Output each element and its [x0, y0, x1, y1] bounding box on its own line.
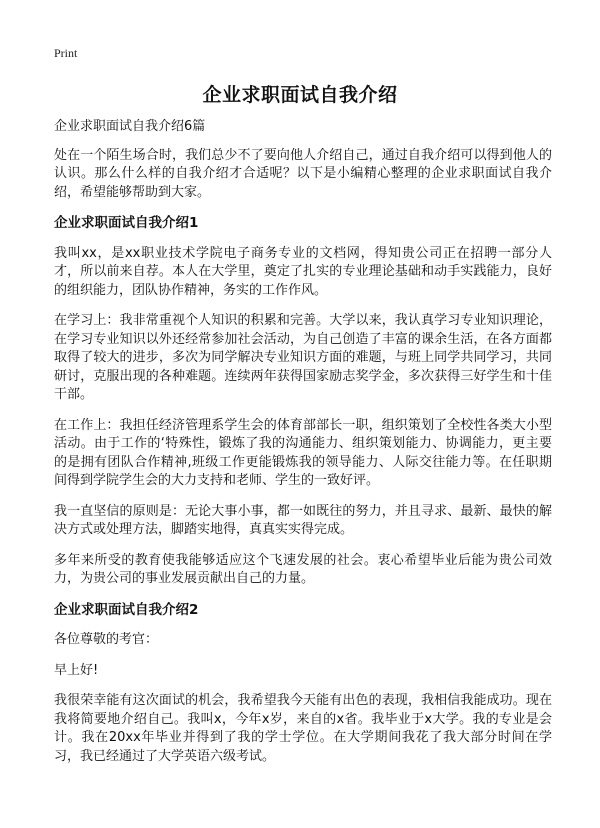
section-heading-2: 企业求职面试自我介绍2 — [54, 601, 199, 618]
document-title: 企业求职面试自我介绍 — [202, 84, 398, 106]
section-1-paragraph: 我叫xx，是xx职业技术学院电子商务专业的文档网，得知贵公司正在招聘一部分人才，所以前来自荐。本人在大学里，奠定了扎实的专业理论基础和动手实践能力，良好的组织能力，团队协作精神，务实的工作作风。 — [54, 245, 552, 298]
section-2-paragraph: 各位尊敬的考官： — [54, 632, 159, 647]
section-1-paragraph: 在学习上：我非常重视个人知识的积累和完善。大学以来，我认真学习专业知识理论，在学习专业知识以外还经常参加社会活动，为自己创造了丰富的课余生活，在各方面都取得了较大的进步，多次为同学解决专业知识方面的难题，与班上同学共同学习，共同研讨，克服出现的各种难题。连续两年获得国家励志奖学金，多次获得三好学生和十佳干部。 — [54, 313, 552, 402]
document-body — [54, 118, 552, 778]
intro-paragraph: 处在一个陌生场合时，我们总少不了要向他人介绍自己，通过自我介绍可以得到他人的认识。那么什么样的自我介绍才合适呢？以下是小编精心整理的企业求职面试自我介绍，希望能够帮助到大家。 — [54, 147, 552, 200]
section-1-paragraph: 多年来所受的教育使我能够适应这个飞速发展的社会。衷心希望毕业后能为贵公司效力，为贵公司的事业发展贡献出自己的力量。 — [54, 552, 552, 586]
section-2-paragraph: 我很荣幸能有这次面试的机会，我希望我今天能有出色的表现，我相信我能成功。现在我将简要地介绍自己。我叫x，今年x岁，来自的x省。我毕业于x大学。我的专业是会计。我在20xx年毕业并得到了我的学士学位。在大学期间我花了我大部分时间在学习，我已经通过了大学英语六级考试。 — [54, 693, 552, 764]
section-1-paragraph: 在工作上：我担任经济管理系学生会的体育部部长一职，组织策划了全校性各类大小型活动。由于工作的‘特殊性，锻炼了我的沟通能力、组织策划能力、协调能力，更主要的是拥有团队合作精神,班级工作更能锻炼我的领导能力、人际交往能力等。在任职期间得到学院学生会的大力支持和老师、学生的一致好评。 — [54, 417, 552, 488]
document-subtitle: 企业求职面试自我介绍6篇 — [54, 119, 206, 134]
section-2-paragraph: 早上好! — [54, 662, 99, 678]
print-link[interactable]: Print — [54, 46, 78, 60]
section-heading-1: 企业求职面试自我介绍1 — [54, 215, 199, 231]
section-1-paragraph: 我一直坚信的原则是：无论大事小事，都一如既往的努力，并且寻求、最新、最快的解决方式或处理方法，脚踏实地得，真真实实得完成。 — [54, 503, 552, 537]
